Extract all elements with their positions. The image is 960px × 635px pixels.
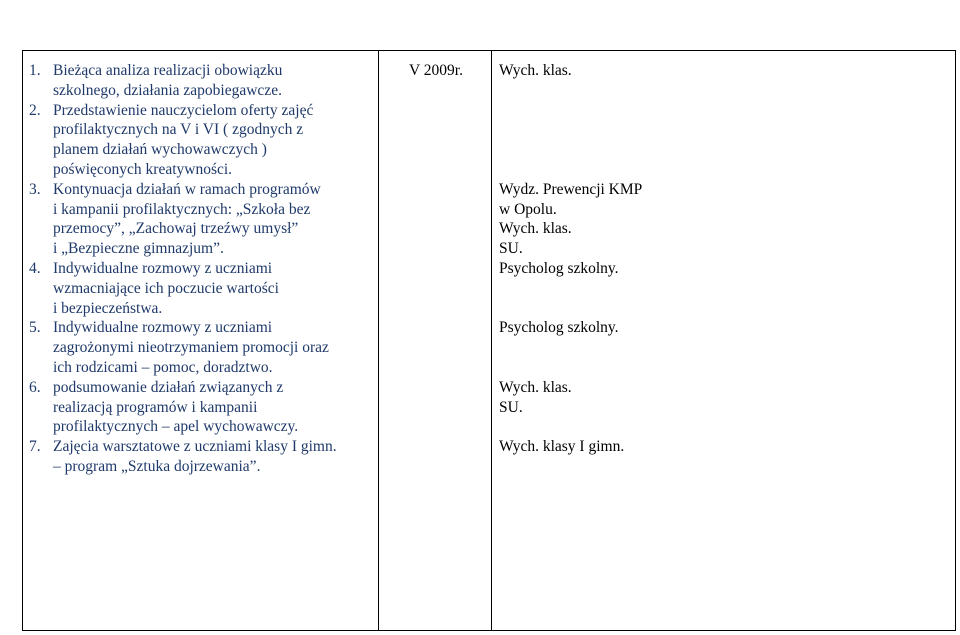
task-text bbox=[53, 378, 385, 437]
task-line: – program „Sztuka dojrzewania”. bbox=[53, 457, 261, 475]
responsible-7: Wych. klasy I gimn. bbox=[499, 438, 625, 456]
task-line: Bieżąca analiza realizacji obowiązku bbox=[53, 62, 283, 79]
task-number: 4. bbox=[29, 259, 41, 277]
task-line: Zajęcia warsztatowe z uczniami klasy I gimn. bbox=[53, 438, 337, 456]
responsible-3d: SU. bbox=[499, 240, 523, 258]
task-line: realizacją programów i kampanii bbox=[53, 398, 258, 416]
responsible-3c: Wych. klas. bbox=[499, 220, 572, 238]
responsible-3b: w Opolu. bbox=[499, 200, 557, 218]
responsible-5: Psycholog szkolny. bbox=[499, 319, 619, 337]
responsible-4: Psycholog szkolny. bbox=[499, 259, 619, 277]
task-line: profilaktycznych – apel wychowawczy. bbox=[53, 418, 299, 436]
task-line: szkolnego, działania zapobiegawcze. bbox=[53, 81, 282, 99]
task-number: 1. bbox=[29, 62, 41, 79]
responsible-6a: Wych. klas. bbox=[499, 378, 572, 396]
task-item bbox=[29, 378, 385, 437]
task-line: Indywidualne rozmowy z uczniami bbox=[53, 319, 273, 337]
task-item bbox=[29, 259, 385, 318]
task-text bbox=[53, 101, 385, 180]
task-number: 3. bbox=[29, 180, 41, 198]
task-item bbox=[29, 437, 385, 477]
task-item bbox=[29, 180, 385, 259]
task-item bbox=[29, 61, 385, 101]
task-line: ich rodzicami – pomoc, doradztwo. bbox=[53, 358, 273, 376]
responsible-column bbox=[499, 61, 699, 457]
task-line: zagrożonymi nieotrzymaniem promocji oraz bbox=[53, 339, 329, 357]
task-item bbox=[29, 318, 385, 377]
task-line: podsumowanie działań związanych z bbox=[53, 378, 284, 396]
task-line: planem działań wychowawczych ) bbox=[53, 141, 267, 159]
responsible-3a: Wydz. Prewencji KMP bbox=[499, 180, 643, 198]
task-number: 7. bbox=[29, 438, 41, 456]
task-line: Indywidualne rozmowy z uczniami bbox=[53, 259, 273, 277]
task-line: profilaktycznych na V i VI ( zgodnych z bbox=[53, 121, 304, 139]
task-line: Przedstawienie nauczycielom oferty zajęć bbox=[53, 101, 314, 119]
term-value: V 2009r. bbox=[409, 62, 463, 79]
responsible-6b: SU. bbox=[499, 398, 523, 416]
task-text bbox=[53, 180, 385, 259]
term-column bbox=[409, 61, 463, 81]
plan-table bbox=[22, 50, 956, 631]
column-divider bbox=[491, 51, 492, 630]
task-line: i kampanii profilaktycznych: „Szkoła bez bbox=[53, 200, 311, 218]
task-line: i bezpieczeństwa. bbox=[53, 299, 163, 317]
task-number: 6. bbox=[29, 378, 41, 396]
task-text bbox=[53, 259, 385, 318]
task-line: Kontynuacja działań w ramach programów bbox=[53, 180, 321, 198]
task-text bbox=[53, 437, 385, 477]
task-item bbox=[29, 101, 385, 180]
task-line: przemocy”, „Zachowaj trzeźwy umysł” bbox=[53, 220, 299, 238]
task-text bbox=[53, 61, 385, 101]
task-line: wzmacniające ich poczucie wartości bbox=[53, 279, 279, 297]
responsible-1: Wych. klas. bbox=[499, 62, 572, 79]
task-line: poświęconych kreatywności. bbox=[53, 160, 233, 178]
task-number: 2. bbox=[29, 101, 41, 119]
task-line: i „Bezpieczne gimnazjum”. bbox=[53, 240, 224, 258]
task-number: 5. bbox=[29, 319, 41, 337]
tasks-column bbox=[29, 61, 385, 477]
task-text bbox=[53, 318, 385, 377]
